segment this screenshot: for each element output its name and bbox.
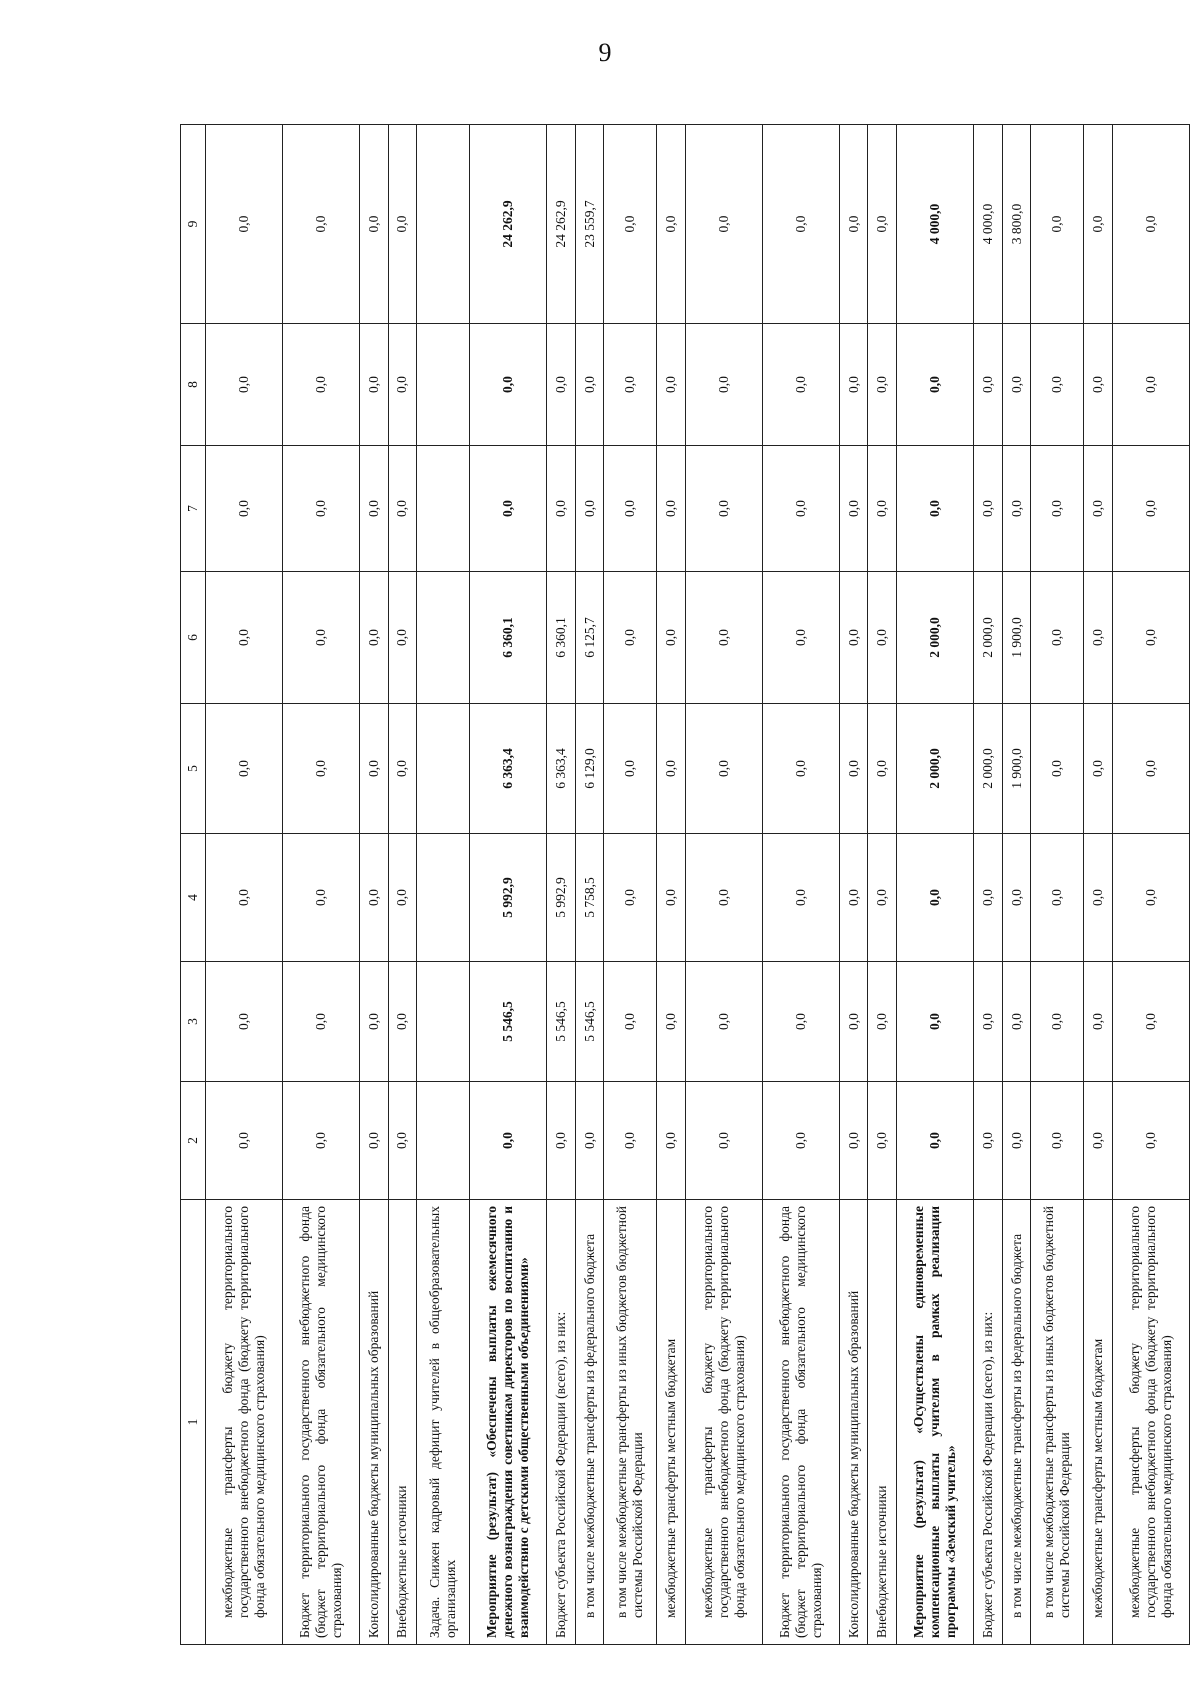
row-label: Внебюджетные источники [868, 1200, 897, 1645]
value-cell: 0,0 [868, 572, 897, 704]
value-cell: 0,0 [1084, 125, 1113, 324]
value-cell: 0,0 [206, 1082, 283, 1200]
table-row [604, 125, 657, 1645]
table-row [685, 125, 762, 1645]
value-cell: 5 992,9 [547, 834, 576, 962]
value-cell: 0,0 [1031, 572, 1084, 704]
row-label: Мероприятие (результат) «Обеспечены выплаты ежемесячного денежного вознаграждения советникам директоров по воспитанию и взаимодействию с детскими общественными объединениями» [470, 1200, 547, 1645]
value-cell: 0,0 [974, 834, 1003, 962]
row-label: Бюджет территориального государственного внебюджетного фонда (бюджет территориального фонда обязательного медицинского страхования) [282, 1200, 359, 1645]
value-cell: 0,0 [388, 324, 417, 446]
value-cell: 0,0 [359, 446, 388, 572]
value-cell: 0,0 [762, 324, 839, 446]
value-cell: 6 129,0 [575, 704, 604, 834]
value-cell: 24 262,9 [547, 125, 576, 324]
table-row [575, 125, 604, 1645]
value-cell: 0,0 [868, 704, 897, 834]
row-label: в том числе межбюджетные трансферты из федерального бюджета [1002, 1200, 1031, 1645]
value-cell: 0,0 [1002, 962, 1031, 1082]
value-cell: 0,0 [388, 704, 417, 834]
value-cell: 0,0 [470, 446, 547, 572]
value-cell: 0,0 [657, 962, 686, 1082]
value-cell: 0,0 [657, 446, 686, 572]
value-cell: 0,0 [359, 324, 388, 446]
value-cell: 0,0 [1002, 1082, 1031, 1200]
value-cell [417, 324, 470, 446]
value-cell: 0,0 [1112, 962, 1189, 1082]
value-cell: 5 992,9 [470, 834, 547, 962]
value-cell: 0,0 [206, 324, 283, 446]
value-cell: 0,0 [685, 324, 762, 446]
value-cell: 0,0 [604, 962, 657, 1082]
value-cell: 0,0 [839, 704, 868, 834]
value-cell: 0,0 [282, 704, 359, 834]
value-cell: 0,0 [897, 446, 974, 572]
value-cell: 0,0 [1002, 834, 1031, 962]
value-cell: 3 800,0 [1002, 125, 1031, 324]
value-cell: 0,0 [282, 324, 359, 446]
value-cell: 0,0 [762, 704, 839, 834]
value-cell [417, 125, 470, 324]
row-label: Консолидированные бюджеты муниципальных образований [359, 1200, 388, 1645]
table-row [868, 125, 897, 1645]
value-cell: 0,0 [1031, 834, 1084, 962]
row-label: Бюджет территориального государственного внебюджетного фонда (бюджет территориального фонда обязательного медицинского страхования) [762, 1200, 839, 1645]
value-cell: 0,0 [359, 125, 388, 324]
value-cell: 0,0 [388, 834, 417, 962]
value-cell: 6 360,1 [470, 572, 547, 704]
value-cell: 0,0 [1112, 704, 1189, 834]
value-cell: 5 546,5 [470, 962, 547, 1082]
row-label: межбюджетные трансферты бюджету территориального государственного внебюджетного фонда (бюджету территориального фонда обязательного медицинского страхования) [685, 1200, 762, 1645]
value-cell: 0,0 [868, 834, 897, 962]
value-cell: 0,0 [762, 834, 839, 962]
value-cell: 0,0 [388, 446, 417, 572]
value-cell: 0,0 [762, 572, 839, 704]
table-row [974, 125, 1003, 1645]
value-cell: 0,0 [974, 962, 1003, 1082]
value-cell: 6 363,4 [547, 704, 576, 834]
value-cell: 0,0 [282, 446, 359, 572]
value-cell: 0,0 [282, 834, 359, 962]
value-cell: 0,0 [388, 125, 417, 324]
row-label: межбюджетные трансферты бюджету территориального государственного внебюджетного фонда (бюджету территориального фонда обязательного медицинского страхования) [1112, 1200, 1189, 1645]
value-cell: 0,0 [388, 572, 417, 704]
value-cell: 0,0 [839, 324, 868, 446]
value-cell: 0,0 [657, 125, 686, 324]
table-row [897, 125, 974, 1645]
value-cell: 0,0 [1002, 324, 1031, 446]
value-cell [417, 834, 470, 962]
value-cell: 0,0 [685, 572, 762, 704]
value-cell: 0,0 [547, 1082, 576, 1200]
value-cell: 5 546,5 [547, 962, 576, 1082]
row-label: в том числе межбюджетные трансферты из федерального бюджета [575, 1200, 604, 1645]
value-cell: 0,0 [359, 572, 388, 704]
table-row [470, 125, 547, 1645]
value-cell: 0,0 [604, 125, 657, 324]
value-cell: 0,0 [1084, 704, 1113, 834]
value-cell: 0,0 [1031, 324, 1084, 446]
value-cell: 4 000,0 [897, 125, 974, 324]
value-cell: 0,0 [604, 324, 657, 446]
value-cell: 1 900,0 [1002, 704, 1031, 834]
value-cell: 0,0 [206, 446, 283, 572]
table-row [359, 125, 388, 1645]
value-cell: 0,0 [974, 446, 1003, 572]
value-cell: 0,0 [868, 446, 897, 572]
value-cell: 0,0 [1112, 1082, 1189, 1200]
value-cell: 0,0 [359, 834, 388, 962]
value-cell: 0,0 [685, 962, 762, 1082]
value-cell: 0,0 [839, 1082, 868, 1200]
value-cell: 6 125,7 [575, 572, 604, 704]
value-cell: 0,0 [868, 962, 897, 1082]
value-cell: 0,0 [604, 834, 657, 962]
row-label: межбюджетные трансферты бюджету территориального государственного внебюджетного фонда (бюджету территориального фонда обязательного медицинского страхования) [206, 1200, 283, 1645]
value-cell: 0,0 [762, 446, 839, 572]
value-cell: 0,0 [1031, 446, 1084, 572]
value-cell: 0,0 [897, 324, 974, 446]
value-cell: 0,0 [685, 446, 762, 572]
row-label: Бюджет субъекта Российской Федерации (всего), из них: [974, 1200, 1003, 1645]
value-cell: 0,0 [974, 1082, 1003, 1200]
value-cell: 0,0 [1112, 324, 1189, 446]
value-cell: 0,0 [206, 834, 283, 962]
row-label: межбюджетные трансферты местным бюджетам [657, 1200, 686, 1645]
value-cell: 0,0 [868, 324, 897, 446]
value-cell: 0,0 [575, 1082, 604, 1200]
value-cell: 0,0 [657, 572, 686, 704]
table-row [839, 125, 868, 1645]
value-cell: 0,0 [206, 704, 283, 834]
row-label: межбюджетные трансферты местным бюджетам [1084, 1200, 1113, 1645]
column-header: 7 [181, 446, 206, 572]
value-cell: 0,0 [685, 704, 762, 834]
value-cell: 0,0 [604, 446, 657, 572]
rotated-table-container [180, 125, 1190, 1645]
table-row [547, 125, 576, 1645]
table-row [1031, 125, 1084, 1645]
column-header: 3 [181, 962, 206, 1082]
column-header: 5 [181, 704, 206, 834]
value-cell: 0,0 [897, 962, 974, 1082]
value-cell [417, 446, 470, 572]
table-row [206, 125, 283, 1645]
value-cell [417, 704, 470, 834]
value-cell: 0,0 [206, 572, 283, 704]
value-cell: 24 262,9 [470, 125, 547, 324]
column-header: 8 [181, 324, 206, 446]
value-cell: 0,0 [1084, 834, 1113, 962]
value-cell: 0,0 [388, 1082, 417, 1200]
table-row [282, 125, 359, 1645]
row-label: в том числе межбюджетные трансферты из иных бюджетов бюджетной системы Российской Федерации [1031, 1200, 1084, 1645]
value-cell: 0,0 [470, 1082, 547, 1200]
value-cell: 0,0 [897, 834, 974, 962]
value-cell: 0,0 [868, 125, 897, 324]
value-cell: 0,0 [839, 834, 868, 962]
value-cell: 0,0 [604, 704, 657, 834]
value-cell: 0,0 [1002, 446, 1031, 572]
value-cell: 0,0 [604, 572, 657, 704]
value-cell: 23 559,7 [575, 125, 604, 324]
row-label: Внебюджетные источники [388, 1200, 417, 1645]
value-cell: 0,0 [762, 125, 839, 324]
header-row [181, 125, 206, 1645]
table-row [762, 125, 839, 1645]
row-label: Задача. Снижен кадровый дефицит учителей в общеобразовательных организациях [417, 1200, 470, 1645]
value-cell [417, 1082, 470, 1200]
value-cell: 0,0 [359, 704, 388, 834]
value-cell: 0,0 [1112, 572, 1189, 704]
value-cell: 2 000,0 [974, 704, 1003, 834]
value-cell: 6 360,1 [547, 572, 576, 704]
column-header: 9 [181, 125, 206, 324]
value-cell: 0,0 [657, 324, 686, 446]
value-cell: 0,0 [839, 446, 868, 572]
value-cell: 0,0 [1084, 572, 1113, 704]
table-row [1084, 125, 1113, 1645]
value-cell: 0,0 [206, 125, 283, 324]
value-cell: 1 900,0 [1002, 572, 1031, 704]
value-cell: 0,0 [359, 1082, 388, 1200]
row-label: Консолидированные бюджеты муниципальных образований [839, 1200, 868, 1645]
value-cell: 0,0 [657, 834, 686, 962]
value-cell: 2 000,0 [897, 704, 974, 834]
page-number: 9 [598, 38, 612, 67]
value-cell: 0,0 [388, 962, 417, 1082]
value-cell: 0,0 [470, 324, 547, 446]
value-cell: 0,0 [1112, 125, 1189, 324]
value-cell: 0,0 [839, 572, 868, 704]
value-cell: 0,0 [685, 1082, 762, 1200]
value-cell: 0,0 [282, 125, 359, 324]
value-cell: 0,0 [1084, 446, 1113, 572]
value-cell: 0,0 [657, 704, 686, 834]
value-cell: 0,0 [359, 962, 388, 1082]
value-cell: 0,0 [575, 446, 604, 572]
row-label: Бюджет субъекта Российской Федерации (всего), из них: [547, 1200, 576, 1645]
value-cell: 0,0 [762, 1082, 839, 1200]
row-label: Мероприятие (результат) «Осуществлены единовременные компенсационные выплаты учителям в рамках реализации программы «Земский учитель» [897, 1200, 974, 1645]
value-cell [417, 572, 470, 704]
value-cell: 0,0 [1031, 704, 1084, 834]
table-row [657, 125, 686, 1645]
value-cell: 4 000,0 [974, 125, 1003, 324]
value-cell: 0,0 [839, 125, 868, 324]
value-cell: 0,0 [206, 962, 283, 1082]
value-cell: 6 363,4 [470, 704, 547, 834]
value-cell: 0,0 [1112, 834, 1189, 962]
value-cell: 0,0 [1031, 962, 1084, 1082]
value-cell: 0,0 [839, 962, 868, 1082]
value-cell: 0,0 [1112, 446, 1189, 572]
table-row [1002, 125, 1031, 1645]
value-cell: 0,0 [1084, 1082, 1113, 1200]
value-cell: 0,0 [685, 125, 762, 324]
value-cell: 0,0 [282, 572, 359, 704]
value-cell: 0,0 [547, 324, 576, 446]
value-cell [417, 962, 470, 1082]
value-cell: 0,0 [1031, 125, 1084, 324]
value-cell: 0,0 [897, 1082, 974, 1200]
table-row [1112, 125, 1189, 1645]
table-body [206, 125, 1190, 1645]
value-cell: 2 000,0 [897, 572, 974, 704]
value-cell: 0,0 [657, 1082, 686, 1200]
column-header: 1 [181, 1200, 206, 1645]
column-header: 2 [181, 1082, 206, 1200]
value-cell: 0,0 [1031, 1082, 1084, 1200]
row-label: в том числе межбюджетные трансферты из иных бюджетов бюджетной системы Российской Федерации [604, 1200, 657, 1645]
value-cell: 2 000,0 [974, 572, 1003, 704]
table-row [388, 125, 417, 1645]
value-cell: 0,0 [604, 1082, 657, 1200]
table-row [417, 125, 470, 1645]
budget-table [180, 124, 1190, 1645]
value-cell: 0,0 [547, 446, 576, 572]
value-cell: 0,0 [762, 962, 839, 1082]
value-cell: 0,0 [868, 1082, 897, 1200]
column-header: 6 [181, 572, 206, 704]
value-cell: 0,0 [974, 324, 1003, 446]
value-cell: 0,0 [685, 834, 762, 962]
value-cell: 0,0 [282, 1082, 359, 1200]
value-cell: 0,0 [575, 324, 604, 446]
value-cell: 5 758,5 [575, 834, 604, 962]
value-cell: 0,0 [1084, 324, 1113, 446]
value-cell: 5 546,5 [575, 962, 604, 1082]
value-cell: 0,0 [282, 962, 359, 1082]
column-header: 4 [181, 834, 206, 962]
value-cell: 0,0 [1084, 962, 1113, 1082]
